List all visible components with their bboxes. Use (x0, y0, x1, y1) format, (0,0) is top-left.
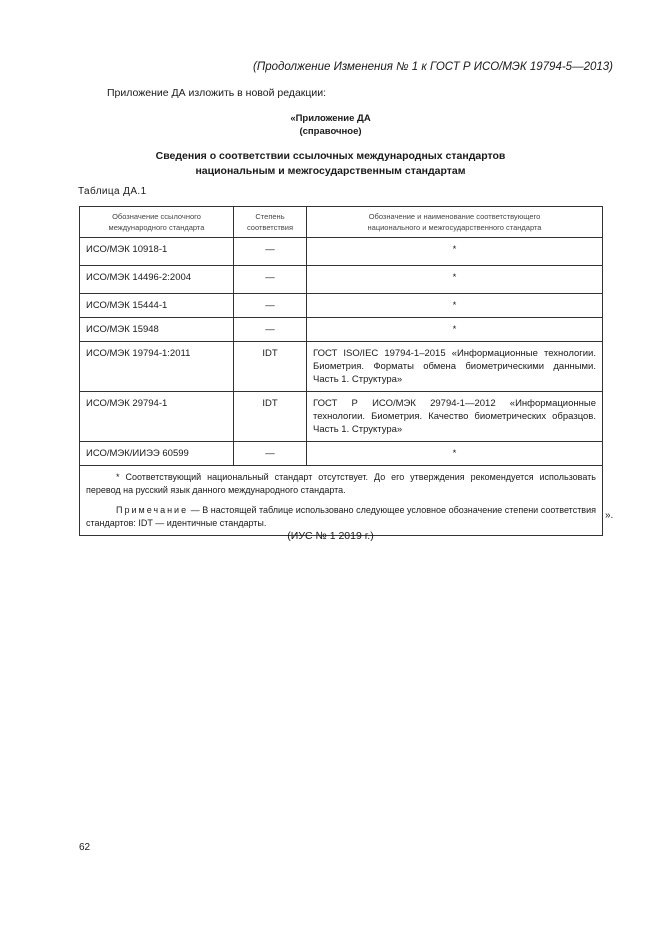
cell-degree: — (234, 318, 307, 342)
cell-degree: — (234, 238, 307, 266)
column-header-degree: Степень соответствия (234, 207, 307, 238)
cell-degree: — (234, 266, 307, 294)
table-row (80, 392, 603, 442)
table-row (80, 442, 603, 466)
cell-code: ИСО/МЭК 14496-2:2004 (80, 266, 234, 294)
section-title-line-2: национальным и межгосударственным стандартам (195, 165, 466, 177)
cell-degree: — (234, 294, 307, 318)
appendix-heading (0, 112, 661, 138)
note-text: — В настоящей таблице использовано следующее условное обозначение степени соответствия стандартов: IDT — идентичные стандарты. (86, 505, 596, 528)
closing-quote: ». (605, 510, 614, 521)
table-notes (80, 466, 603, 536)
cell-name: * (307, 318, 603, 342)
note (86, 504, 596, 530)
note-label: Примечание (116, 505, 189, 515)
ius-reference: (ИУС № 1 2019 г.) (287, 530, 374, 542)
cell-degree: IDT (234, 342, 307, 392)
appendix-subtitle: (справочное) (299, 126, 362, 137)
appendix-title: «Приложение ДА (290, 113, 371, 124)
cell-name: * (307, 238, 603, 266)
cell-code: ИСО/МЭК 15948 (80, 318, 234, 342)
section-title-line-1: Сведения о соответствии ссылочных международных стандартов (155, 150, 506, 162)
table-row (80, 318, 603, 342)
page-header: (Продолжение Изменения № 1 к ГОСТ Р ИСО/МЭК 19794-5—2013) (253, 61, 613, 73)
cell-name: ГОСТ ISO/IEC 19794-1–2015 «Информационные технологии. Биометрия. Форматы обмена биометрическими данными. Часть 1. Структура» (307, 342, 603, 392)
page-number: 62 (79, 842, 91, 853)
cell-degree: IDT (234, 392, 307, 442)
table-row (80, 342, 603, 392)
standards-table (79, 206, 603, 536)
intro-text: Приложение ДА изложить в новой редакции: (107, 87, 327, 99)
cell-degree: — (234, 442, 307, 466)
table-caption: Таблица ДА.1 (78, 186, 147, 197)
column-header-name: Обозначение и наименование соответствующего национального и межгосударственного стандарта (307, 207, 603, 238)
cell-name: ГОСТ Р ИСО/МЭК 29794-1—2012 «Информационные технологии. Биометрия. Качество биометрических образцов. Часть 1. Структура» (307, 392, 603, 442)
cell-code: ИСО/МЭК/ИИЭЭ 60599 (80, 442, 234, 466)
cell-name: * (307, 442, 603, 466)
footnote: * Соответствующий национальный стандарт отсутствует. До его утверждения рекомендуется использовать перевод на русский язык данного международного стандарта. (86, 472, 596, 495)
section-title (0, 149, 661, 179)
table-header-row (80, 207, 603, 238)
table-notes-row (80, 466, 603, 536)
cell-code: ИСО/МЭК 15444-1 (80, 294, 234, 318)
table-row (80, 294, 603, 318)
cell-name: * (307, 294, 603, 318)
cell-code: ИСО/МЭК 10918-1 (80, 238, 234, 266)
cell-code: ИСО/МЭК 19794-1:2011 (80, 342, 234, 392)
column-header-code: Обозначение ссылочного международного стандарта (80, 207, 234, 238)
cell-code: ИСО/МЭК 29794-1 (80, 392, 234, 442)
cell-name: * (307, 266, 603, 294)
table-row (80, 238, 603, 266)
table-row (80, 266, 603, 294)
